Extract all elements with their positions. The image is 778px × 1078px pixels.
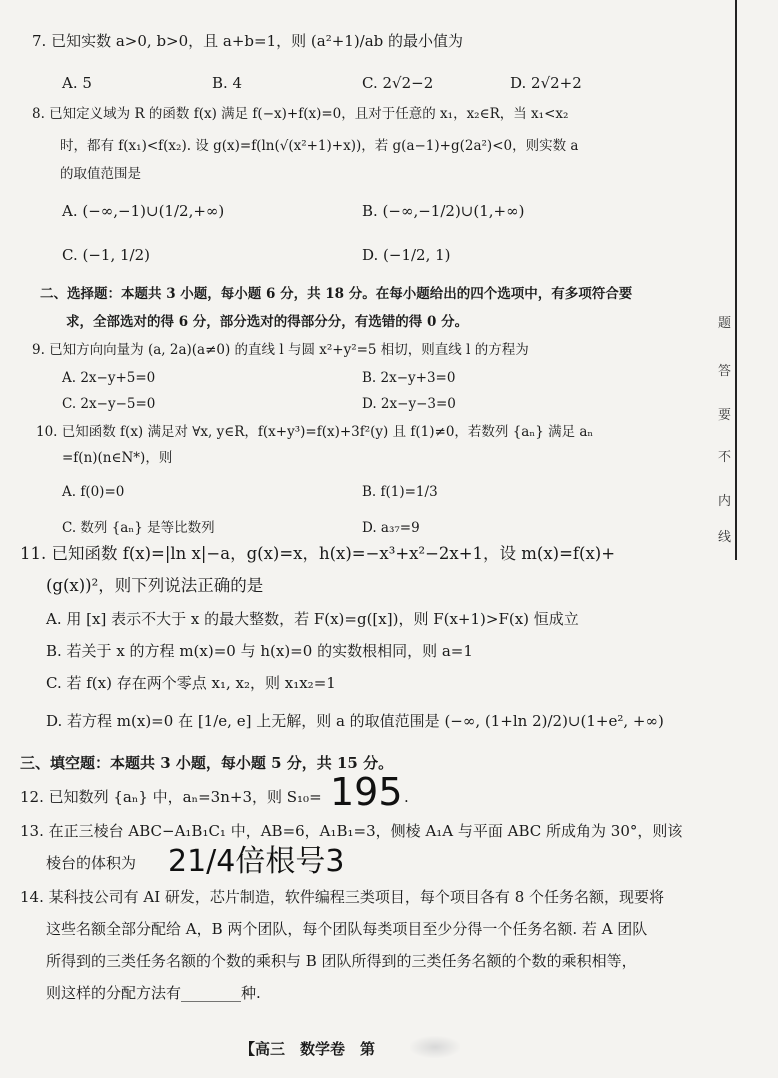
- section2-instructions-line1: 二、选择题：本题共 3 小题，每小题 6 分，共 18 分。在每小题给出的四个选项中，有多项符合要: [40, 286, 633, 302]
- binding-char-yao: 要: [718, 408, 732, 423]
- q12-period: .: [404, 788, 409, 806]
- q11-option-c: C. 若 f(x) 存在两个零点 x₁, x₂，则 x₁x₂=1: [46, 674, 336, 692]
- q10-option-a: A. f(0)=0: [62, 484, 125, 500]
- q13-handwritten-answer: 21/4倍根号3: [168, 844, 345, 879]
- q10-line2: =f(n)(n∈N*)，则: [62, 450, 173, 466]
- q14-line2: 这些名额全部分配给 A，B 两个团队，每个团队每类项目至少分得一个任务名额. 若 A 团队: [46, 920, 648, 938]
- binding-line: [735, 0, 737, 560]
- q8-option-b: B. (−∞,−1/2)∪(1,+∞): [362, 202, 525, 220]
- section2-instructions-line2: 求，全部选对的得 6 分，部分选对的得部分分，有选错的得 0 分。: [66, 314, 469, 330]
- q9-option-b: B. 2x−y+3=0: [362, 370, 456, 386]
- q8-line3: 的取值范围是: [60, 166, 141, 182]
- q7-option-b: B. 4: [212, 74, 243, 92]
- binding-char-nei: 内: [718, 494, 732, 509]
- q8-option-a: A. (−∞,−1)∪(1/2,+∞): [62, 202, 225, 220]
- section3-title: 三、填空题：本题共 3 小题，每小题 5 分，共 15 分。: [20, 754, 394, 772]
- q9-stem: 9. 已知方向向量为 (a, 2a)(a≠0) 的直线 l 与圆 x²+y²=5 相切，则直线 l 的方程为: [32, 342, 529, 358]
- q14-line4-text: 则这样的分配方法有: [46, 984, 182, 1002]
- q11-option-a: A. 用 [x] 表示不大于 x 的最大整数，若 F(x)=g([x])，则 F(x+1)>F(x) 恒成立: [46, 610, 579, 628]
- q11-line1: 11. 已知函数 f(x)=|ln x|−a，g(x)=x，h(x)=−x³+x²−2x+1，设 m(x)=f(x)+: [20, 544, 616, 563]
- q8-option-c: C. (−1, 1/2): [62, 246, 150, 264]
- q8-line1: 8. 已知定义域为 R 的函数 f(x) 满足 f(−x)+f(x)=0，且对于任意的 x₁，x₂∈R，当 x₁<x₂: [32, 106, 569, 122]
- q11-option-b: B. 若关于 x 的方程 m(x)=0 与 h(x)=0 的实数根相同，则 a=1: [46, 642, 473, 660]
- q11-line2: (g(x))²，则下列说法正确的是: [46, 576, 264, 595]
- q8-option-d: D. (−1/2, 1): [362, 246, 451, 264]
- q10-option-d: D. a₃₇=9: [362, 520, 420, 536]
- binding-char-xian: 线: [718, 530, 732, 545]
- q14-answer-blank: ________: [181, 984, 242, 1002]
- q9-option-c: C. 2x−y−5=0: [62, 396, 156, 412]
- q13-line2: 棱台的体积为: [46, 854, 137, 872]
- q14-unit: 种.: [241, 984, 261, 1002]
- q10-line1: 10. 已知函数 f(x) 满足对 ∀x, y∈R，f(x+y³)=f(x)+3f²(y) 且 f(1)≠0，若数列 {aₙ} 满足 aₙ: [36, 424, 594, 440]
- q7-option-a: A. 5: [62, 74, 92, 92]
- q9-option-d: D. 2x−y−3=0: [362, 396, 456, 412]
- footer-smudge: [410, 1036, 460, 1058]
- q12-stem: 12. 已知数列 {aₙ} 中，aₙ=3n+3，则 S₁₀=: [20, 788, 322, 806]
- q14-line4: [46, 984, 261, 1003]
- q7-stem: 7. 已知实数 a>0, b>0，且 a+b=1，则 (a²+1)/ab 的最小值为: [32, 32, 464, 50]
- q7-option-c: C. 2√2−2: [362, 74, 434, 92]
- q10-option-c: C. 数列 {aₙ} 是等比数列: [62, 520, 215, 536]
- q11-option-d: D. 若方程 m(x)=0 在 [1/e, e] 上无解，则 a 的取值范围是 (−∞, (1+ln 2)/2)∪(1+e², +∞): [46, 712, 664, 730]
- q14-line1: 14. 某科技公司有 AI 研发，芯片制造，软件编程三类项目，每个项目各有 8 个任务名额，现要将: [20, 888, 665, 906]
- q7-option-d: D. 2√2+2: [510, 74, 582, 92]
- binding-char-ti: 题: [718, 316, 732, 331]
- q9-option-a: A. 2x−y+5=0: [62, 370, 156, 386]
- binding-char-bu: 不: [718, 450, 732, 465]
- q8-line2: 时，都有 f(x₁)<f(x₂). 设 g(x)=f(ln(√(x²+1)+x))，若 g(a−1)+g(2a²)<0，则实数 a: [60, 138, 579, 154]
- q12-handwritten-answer: 195: [330, 770, 403, 814]
- q13-line1: 13. 在正三棱台 ABC−A₁B₁C₁ 中，AB=6，A₁B₁=3，侧棱 A₁A 与平面 ABC 所成角为 30°，则该: [20, 822, 683, 840]
- page-footer: 【高三 数学卷 第: [240, 1040, 376, 1058]
- q14-line3: 所得到的三类任务名额的个数的乘积与 B 团队所得到的三类任务名额的个数的乘积相等，: [46, 952, 637, 970]
- q10-option-b: B. f(1)=1/3: [362, 484, 438, 500]
- binding-char-da: 答: [718, 364, 732, 379]
